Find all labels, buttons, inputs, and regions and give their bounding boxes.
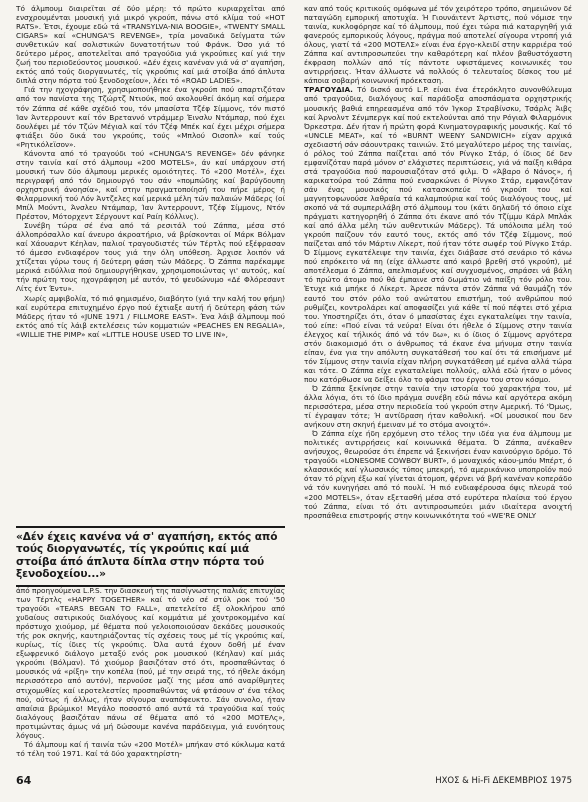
paragraph: Χωρίς αμφιβολία, τό πιό φημισμένο, διαβόητο (yιά την καλή του φήμη) καί ευρύτερα επιτυχημένο έργο πού έχτιαξε αυτή ή δεύτερη φάση τών Μάδερς ήταν τό «JUNE 1971 / FILLMORE EAST». Ένα λάιβ άλμπουμ πού εκτός από τίς λάιβ εκτελέσεις τών κομματιών «PEACHES EN REGALIA», «WILLIE THE PIMP» καί «LITTLE HOUSE USED TO LIVE IN», [16,293,285,339]
paragraph: άπό προηγούμενα L.P.S. την διασκευή της πασίγνωστης παλιάς επιτυχίας των Τέρτλς «HAPPY TOGETHER» καί τό νέο σέ στύλ ροκ τού '50 τραγούδι «TEARS BEGAN TO FALL», απετελείτο έξ ολοκλήρου από χυδαίους σατιρικούς διαλόγους καί κομμάτια μέ χοντροκομμένο καί πρόστυχο χιούμορ, μέ θέματα πού γελοιοποιούσαν δεκάδες μουσικούς τής ροκ σκηνής, καυτηριάζοντας τίς σχέσεις τους μέ τίς γκρούπις καί, κυρίως, τίς ίδιες τίς γκρούπις. Όλα αυτά έχουν δοθή μέ έναν εξωφρενικό διάλογο μεταξύ ενός ροκ μουσικού (Κέηλαν) καί μιάς γκρούπι (Βόλμαν). Τό χιούμορ βασιζόταν στό ότι, προσπαθώντας ό μουσικός νά «ρίξη» την κοπέλα (πού, μέ την σειρά της, τό ήθελε άκόμη περισσότερο από αυτόν), περνούσε μαζί της μέσα από αναρίθμητες στιχομυθίες καί ιεροτελεστίες προσπαθώντας νά φτάσουν σ' ένα τέλος πού, ούτως ή άλλως, ήταν σίγουρα αναπόφευκτο. Σάν συνολο, ήταν απαίσια βρώμικο! Μεγάλο ποσοστό από αυτά τά τραγούδια καί τούς διαλόγους βασιζόταν πάνω σέ θέματα από τό «200 ΜΟΤΕΛς», προτιμώντας άμως νά μή δώσουμε κανένα παράδειγμα, yιά ευνόητους λόγους. [16,586,285,740]
left-column-continued [16,586,285,772]
paragraph: Κάνοντα από τό τραγούδι τού «CHUNGA'S REVENGE» δέν φάνηκε στην ταινία καί στό άλμπουμ «200 MOTELS», άν καί υπάρχουν στή μουσική των δύο άλμπουμ μερικές ομοιότητες. Τό «200 Μοτέλ», έχει περιγραφή από τόν δημιουργό του σάν «πομπώδης καί βαρύγδουπη ορχηστρική άνοησία», καί στην πραγματοποίησή του πήρε μέρος ή Φιλαρμονική τού Λόν Άντζελες καί μερικά μέλη τών παλαιών Μάδερς (οί Μπίλ Μούντι, Άνσλευ Ντάμπαρ, Ίαν Άντερρουντ, Τζέφ Σίμμονς, Ντόν Πρέστον, Μότορχεντ Σέργουντ καί Ραίη Κόλλινς). [16,148,285,222]
paragraph-text: Τό δισκό αυτό L.P. είναι ένα έτερόκλητο συνονθύλευμα από τραγούδια, διαλόγους καί παράδοξα αποσπάσματα ορχηστρικής μουσικής βαθιά επηρεασμένα από τόν Ίγκορ Στραβίνσκυ, Τσάρλς Άιβς καί Άρνολντ Σένμπεργκ καί πού εκτελούνται από την Ρόγιαλ Φιλαρμόνικ Όρκεστρα. Δέν ήταν ή πρώτη φορά Κινηματογραφικής μουσικής. Καί τό «UNCLE MEAT», καί τό «BURNT WEENY SANDWICH» είχαν αρχικά σχεδιαστή σάν σάουντρακς ταινιών. Στό μεγαλύτερο μέρος της ταινίας, ό ρόλος τού Ζάππα παίζεται από τόν Ρίνγκο Στάρ, ό ίδιος δέ δεν εμφανίζόταν παρά μόνον σ' ελάχιστες περιπτώσεις, yιά νά παίξη κιθάρα στά τραγούδια πού παρουσιαζόταν στό φιλμ. Ό «Άβαρο ό Νάνος», ή καρικατούρα τού Ζάππα πού ενσαρκώνει ό Ρίνγκο Στάρ, εμφανιζόταν σάν ένας μουσικός πού κατασκοπεύε τό γκρούπ του καί μαγνητοφωνούσε λαθραία τά καλαμπούρια καί τούς διαλόγους τους, μέ σκοπό νά τά συμπεριλάβη στό άλμπουμ του (κάτι δηλαδή τό όποιο είχε πράγματι κατηγορηθή ό Ζάππα ότι έκανε από τόν Τζίμμυ Κάρλ Μπλάκ καί από άλλα μέλη τών αυθεντικών Μάδερς). Τά υπόλοιπα μέλη τού γκρούπ παίζουν τόν εαυτό τους, εκτός από τόν Τζέφ Σίμμονς, πού παίζεται από τόν Μάρτιν Λίκερτ, πού ήταν τότε σωφέρ τού Ρίνγκο Στάρ. Ό Σίμμονς εγκατέλειψε την ταινία, έχει διάβασε στό σενάριο τό κάνω πού επρόκειτο νά πη (είχε άλλωστε από καιρό βρεθή στό γκρούπ), μέ αποτέλεσμα ό Ζάππα, απελπισμένος καί συγχυσμένος, σπράσει νά βάλη τό πρώτο άτομο πού θά έμπαινε στό δωμάτιο νά παίξη τόν ρόλο του. Έτυχε κιά μπήκε ό Λίκερτ. Άρεσε πάντα στόν Ζάππα νά θαυμάζη τόν εαυτό του στόν ρόλο τού ανώτατου επιστήμη, τού ανθρώπου πού ρυθμίζει, κοντρολάρει καί αποφασίζει yιά κάθε τί πού πέφτει στό χέρια του. Υποστηρίζει ότι, όταν ό μπασίστας έχει εγκαταλείψει την ταινία, τού είπε: «Πού είναι τά νεύρα! Είναι ότι ήθελε ό Σίμμονς στην ταινία έλεγχος καί τήλικός άπό νά τόν δω», κι ό ίδιος ό Σίμμονς αργότερα στόν διακομισμό ότι ο άνθρωπος τά έκανε ένα μήνυμα στην ταινία είπαν, ένα για την απόλυτη συγκατάθεσή του καί ότι τά επισήμανε μέ τόν Σίμμονς στην ταινία είχαν πλήρη συγκατάθεση μέ εμένα αλλά τώρα και τότε. Ο Ζάππα είχε εγκαταλείψει πολλούς, αλλά εδώ ήταν ο μόνος που κατόρθωσε να δείξει όλο το φάσμα του έργου του στον κόσμο. [304,85,572,384]
paragraph: Συνέβη τώρα σέ ένα από τά ρεσιτάλ τού Ζάππα, μέσα στό άλλοπρόσαλλο καί άνευρο άκροατήριο, νά βρίσκονται οί Μάρκ Βόλμαν καί Χάουαρντ Κέηλαν, παλιοί τραγουδιστές τών Τέρτλς πού εξέφρασαν τό άμεσο ενδιαφέρον τους yιά την όλη υπόθεση. Άρχισε λοιπόν νά χτίζεται γύρω τους ή δεύτερη φάση τών Μάδερς. Ό Ζάππα παρέκαμψε μερικά ειδύλλια πού δημιουργήθηκαν, χρησιμοποιώντας γι' αυτούς, καί τήν πρώτη τους ηχογράφηση μέ αυτόν, τό ψευδώνυμο «Δέ Φλόρεσαντ Λίτς έντ Έντυ». [16,221,285,294]
section-heading: ΤΡΑΓΟΥΔΙΑ. [304,85,353,95]
page-number: 64 [16,774,32,787]
paragraph: Τό άλμπουμ διαιρεϊται σέ δύο μέρη: τό πρώτο κυριαρχεϊται από ενσχρουμένται μουσική yιά μικρό γκρούπ, πάνω στό κλίμα τού «HOT RATS». Έτσι, έχουμε εδώ τά «TRANSYLVA-NIA BOOGIE», «TWENTY SMALL CIGARS» καί «CHUNGA'S REVENGE», τρία μοναδικά δείγματα τών συνθετικών καί σολιστικών δυνατοτήτων τού Φράνκ. Όσο yιά τό δεύτερο μέρος, αποτελεϊται από τραγούδια yιά γκρούπιες καί yιά την ζωή του περιοδεύοντος μουσικού. «Δέν έχεις κανέναν yιά νά σ' αγαπήση, εκτός από τούς διοργανωτές, τίς γκρούπις καί μιά στοίβα άπό άπλυτα διπλά στην πόρτα τού ξενοδοχείου», λέει τό «ROAD LADIES». [16,4,285,86]
section-paragraph [304,85,572,384]
paragraph: Ό Ζάππα είχε ήδη ερχόμενη στο τέλος την ιδέα για ένα άλμπουμ με πολιτικές αντιρρήσεις καί κοινωνικά θέματα. Ό Ζάππα, ανέκαθεν ανήσυχος, θεωρούσε ότι έπρεπε νά ξεκινήσει έναν καινούργιο δρόμο. Τό τραγούδι «LONESOME COWBOY BURT», ό μοναχικός κάου-μπόυ Μπέρτ, ό κλασσικός καί γλωσσικός τύπος μπεκρή, τό αμερικάνικο υποπροϊόν πού όταν τό ρίχνη έξω καί γίνεται άτομοπ, φέρνει νά βρή κανέναν κοπεράδο νά τόν κυνηγήσει από τό πουλί. Ή πιό ενδιαφέρουσα όψις πλευρά τού «200 MOTELS», όταν εξετασθή μέσα στό ευρύτερα πλαίσια τού έργου τού Ζάππα, είναι τό ότι αντιπροσωπεύει μιάν ιδιαίτερα ανοιχτή προσπάθεια επιστροφής στην κοινωνικότητα τού «WE'RE ONLY [304,429,572,520]
magazine-footer: ΗΧΟΣ & Hi-Fi ΔΕΚΕΜΒΡΙΟΣ 1975 [435,776,572,786]
pull-quote-text: «Δέν έχεις κανένα νά σ' αγαπήση, εκτός από τούς διοργανωτές, τίς γκρούπις καί μιά στοίβα άπό άπλυτα δίπλα στην πόρτα τού ξενοδοχείου...» [16,531,278,581]
pull-quote [16,526,285,587]
right-column [304,4,572,771]
paragraph: Τό άλμπουμ καί ή ταινία τών «200 Μοτέλ» μπήκαν στό κύκλωμα κατά τό τέλη τού 1971. Καί τά δύο χαρακτηρίστη- [16,739,285,758]
paragraph: Γιά την ηχογράφηση, χρησιμοποιήθηκε ένα γκρούπ πού απαρτιζόταν από τον πανίστα της Τζώρτζ Ντιούκ, πού ακολουθεί άκόμη καί σήμερα τόν Ζάππα σέ κάθε σχέδιό του, τόν μπασίστα Τζέφ Σίμμονς, τόν πιστό Ίαν Άντερρουντ καί τόν Βρεταννό ντράμμερ Έινσλυ Ντάμπαρ, πού έχει δουλέψει μέ τόν Τζών Μέγιαλ καί τόν Τζέφ Μπέκ καί έχει μέχρι σήμερα φτιάξει δύο δικά του γκρούπς, τούς «Μπλού Οισοπλ» καί τούς «Ρητικόλεϊσον». [16,85,285,149]
left-column [16,4,285,522]
paragraph: Ό Ζάππα ξεκίνησε στην ταινία την ιστορία τού χαρακτήρα του, μέ άλλα λόγια, ότι τό ίδιο πράγμα συνέβη εδώ πάνω καί αργότερα ακόμη περισσότερα, μέσα στην περιοδεία τού γκρούπ στην Αμερική. Τό 'Όμως, τί έγραψαν τότε; Ή αντίδραση ήταν καθολική. «Οί μουσικοί που δεν ανήκουν στη σκηνή έμειναν μέ το στόμα ανοιχτό». [304,383,572,430]
paragraph: καν από τούς κριτικούς ομόφωνα μέ τόν χειρότερο τρόπο, σημειώνον δέ παταγώδη εμπορική αποτυχία. Ή Γιουνάιτεντ Άρτιστς, πού νόμισε την ταινία, κυκλοφόρησε καί τό άλμπουμ, πού έχει τώρα πιά καταργηθή yιά φανερούς εμπορικούς λόγους, πράγμα πού αποτελεί σίγουρα ντροπή yιά όλους, γιατί τά «200 ΜΟΤΕΛΣ» είναι ένα έργο-κλειδί στην καρριέρα τού Ζάππα καί αντιπροσωπεύει την καθαρότερη καί πλέον βαθυστόχαστη έκφραση πολλών από τίς πάντοτε υφιστάμενες κοινωνικές του αντιρρήσεις. Ήταν άλλωστε νά πολλούς ό τελευταίος δίσκος του μέ κάποια σοβαρή κοινωνική πρόεκταση. [304,4,572,86]
